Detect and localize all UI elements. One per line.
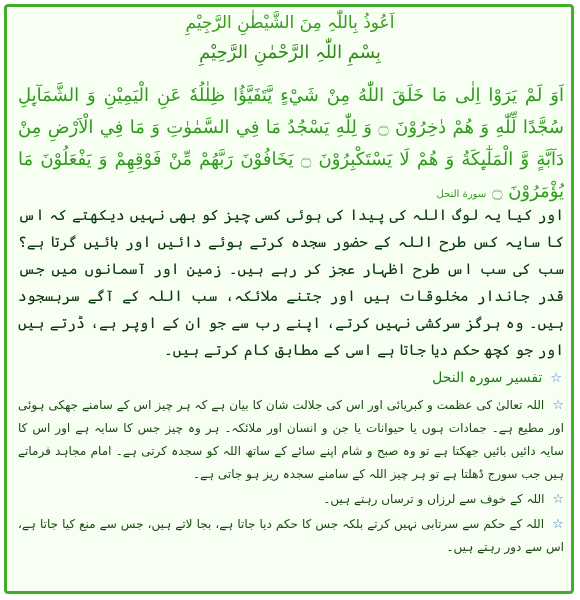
star-icon: ☆ — [552, 492, 564, 507]
tafsir-item-text: اللہ کے حکم سے سرتابی نہیں کرتے بلکہ جس کا حکم دیا جاتا ہے، بجا لاتے ہیں، جس سے منع کیا جاتا ہے، اس سے دور رہتے ہیں۔ — [18, 517, 564, 554]
tafsir-heading — [432, 370, 562, 386]
tafsir-item-text: اللہ تعالیٰ کی عظمت و کبریائی اور اس کی جلالت شان کا بیان ہے کہ ہر چیز اس کے سامنے جھکی ہوئی اور مطیع ہے۔ جمادات ہوں یا حیوانات یا جن و انسان اور ملائکہ۔ ہر وہ چیز جس کا سایہ ہے اور اس کا سایہ دائیں بائیں جھکتا ہے تو وہ صبح و شام اپنے سائے کے ساتھ اللہ کو سجدہ کرتی ہے۔ امام مجاہد فرماتے ہیں جب سورج ڈھلتا ہے تو ہر چیز اللہ کے سامنے سجدہ ریز ہو جاتی ہے۔ — [18, 398, 564, 481]
ayah-text — [18, 80, 564, 211]
basmala-line: بِسْمِ اللّٰہِ الرَّحْمٰنِ الرَّحِیْمِ — [199, 42, 381, 63]
star-icon: ☆ — [552, 517, 564, 532]
star-icon: ☆ — [550, 370, 562, 386]
tafsir-list — [18, 394, 564, 561]
star-icon: ☆ — [552, 398, 564, 413]
taawwuz-line: اَعُوذُ بِاللّٰہِ مِنَ الشَّیْطٰنِ الرَّجِیْمِ — [185, 13, 395, 33]
tafsir-item — [18, 513, 564, 559]
tafsir-item-text: اللہ کے خوف سے لرزاں و ترساں رہتے ہیں۔ — [323, 492, 545, 506]
quran-card — [12, 10, 568, 592]
tafsir-item — [18, 488, 564, 511]
tafsir-item — [18, 394, 564, 486]
ayah-arabic: اَوَ لَمْ يَرَوْا اِلٰى مَا خَلَقَ اللّٰهُ مِنْ شَيْءٍ يَّتَفَيَّؤُا ظِلٰلُهٗ عَنِ الْيَمِيْنِ وَ الشَّمَآىِٕلِ سُجَّدًا لِّلّٰهِ وَ هُمْ دٰخِرُوْنَ ۝ وَ لِلّٰهِ يَسْجُدُ مَا فِي السَّمٰوٰتِ وَ مَا فِي الْاَرْضِ مِنْ دَآبَّةٍ وَّ الْمَلٰٓىِٕكَةُ وَ هُمْ لَا يَسْتَكْبِرُوْنَ ۝ يَخَافُوْنَ رَبَّهُمْ مِّنْ فَوْقِهِمْ وَ يَفْعَلُوْنَ مَا يُؤْمَرُوْنَ ۝ — [18, 85, 564, 202]
tafsir-title: تفسیر سورہ النحل — [432, 370, 543, 386]
surah-label: سورة النحل — [436, 189, 487, 200]
urdu-translation: اور کیا یہ لوگ اللہ کی پیدا کی ہوئی کسی چیز کو بھی نہیں دیکھتے کہ اس کا سایہ کس طرح اللہ کے حضور سجدہ کرتے ہوئے دائیں اور بائیں گرتا ہے؟ سب کی سب اس طرح اظہار عجز کر رہے ہیں۔ زمین اور آسمانوں میں جس قدر جاندار مخلوقات ہیں اور جتنے ملائکہ، سب اللہ کے آگے سربسجود ہیں۔ وہ ہرگز سرکشی نہیں کرتے، اپنے رب سے جو ان کے اوپر ہے، ڈرتے ہیں اور جو کچھ حکم دیا جاتا ہے اسی کے مطابق کام کرتے ہیں۔ — [18, 206, 564, 359]
